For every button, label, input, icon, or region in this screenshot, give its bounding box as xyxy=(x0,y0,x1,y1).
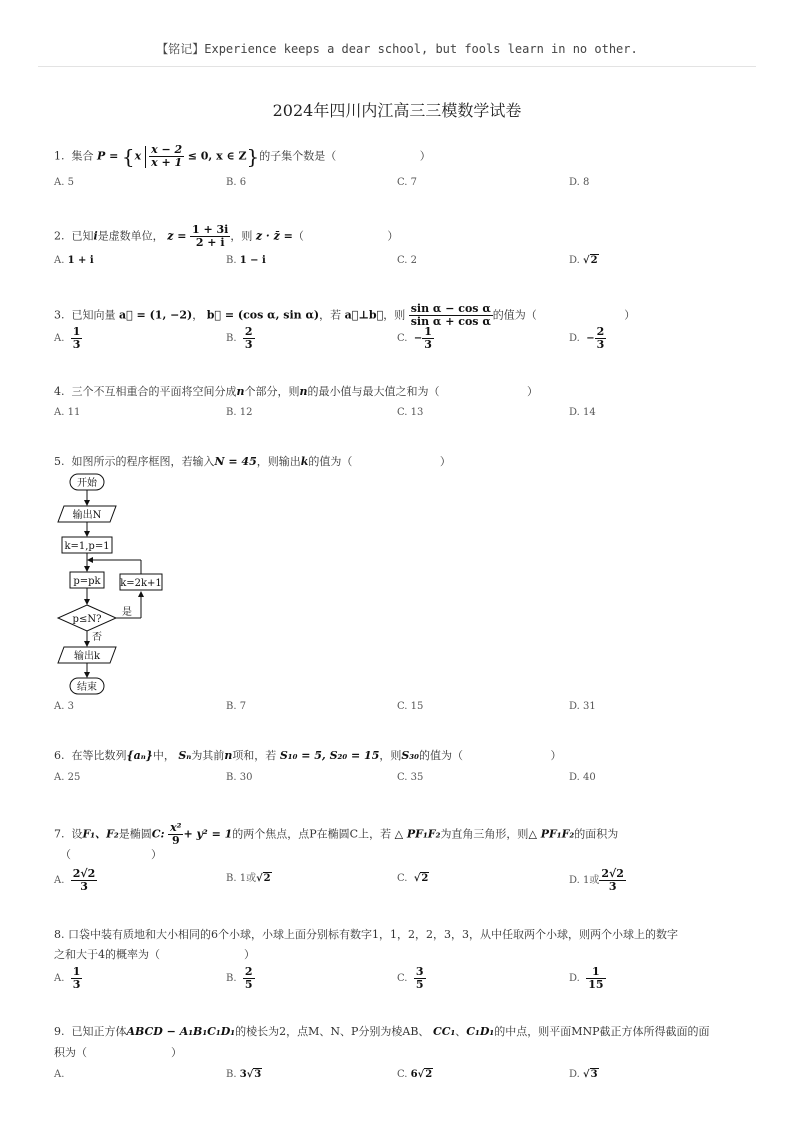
q2-option-b[interactable]: B. 1 − i xyxy=(226,255,266,266)
question-4: 4. 三个不互相重合的平面将空间分成n个部分，则n的最小值与最大值之和为（ ） xyxy=(54,385,538,398)
q1-option-b[interactable]: B. 6 xyxy=(226,177,247,188)
q7-option-b[interactable]: B. 1或√2 xyxy=(226,873,271,884)
question-8-line-2: 之和大于4的概率为（ ） xyxy=(54,948,255,961)
sqrt-icon: √ xyxy=(417,1069,425,1080)
q5-option-a[interactable]: A. 3 xyxy=(54,701,74,712)
q2-option-c[interactable]: C. 2 xyxy=(397,255,418,266)
flow-update-label: k=2k+1 xyxy=(120,578,162,589)
q4-option-b[interactable]: B. 12 xyxy=(226,407,253,418)
q1-option-a[interactable]: A. 5 xyxy=(54,177,74,188)
motto: 【铭记】Experience keeps a dear school, but fools learn in no other. xyxy=(156,42,638,56)
question-9: 9. 已知正方体ABCD − A₁B₁C₁D₁的棱长为2，点M、N、P分别为棱AB、 CC₁、C₁D₁的中点，则平面MNP截正方体所得截面的面 xyxy=(54,1025,710,1038)
sqrt-icon: √ xyxy=(413,873,421,884)
q7-option-d[interactable]: D. 1或 $\frac{2√2}{3}$ xyxy=(569,867,624,893)
flow-end-label: 结束 xyxy=(77,682,97,693)
flow-yes-label: 是 xyxy=(122,607,132,618)
q5-option-d[interactable]: D. 31 xyxy=(569,701,596,712)
q5-option-b[interactable]: B. 7 xyxy=(226,701,247,712)
header-divider xyxy=(38,66,756,67)
q6-option-d[interactable]: D. 40 xyxy=(569,772,596,783)
q1-option-d[interactable]: D. 8 xyxy=(569,177,590,188)
flow-no-label: 否 xyxy=(92,632,102,643)
question-1: 1. 集合 P = {x $\frac{x - 2}{x + 1}$ ≤ 0, x ∈ Z}的子集个数是（ ） xyxy=(54,143,431,169)
q1-option-c[interactable]: C. 7 xyxy=(397,177,418,188)
q6-option-b[interactable]: B. 30 xyxy=(226,772,253,783)
q3-option-d[interactable]: D. − $\frac{2}{3}$ xyxy=(569,325,605,351)
question-3: 3. 已知向量 a⃗ = (1, −2)， b⃗ = (cos α, sin α)，若 a⃗⊥b⃗，则 $\frac{\text{sin α − cos α}}{\text{sin α + cos α}}$ 的值为（ ） xyxy=(54,302,636,328)
q5-option-c[interactable]: C. 15 xyxy=(397,701,424,712)
program-flowchart xyxy=(54,472,174,700)
question-6: 6. 在等比数列{aₙ}中， Sₙ为其前n项和，若 S₁₀ = 5, S₂₀ = 15，则S₃₀的值为（ ） xyxy=(54,749,562,762)
q7-option-c[interactable]: C. √2 xyxy=(397,873,429,884)
q8-option-a[interactable]: A. $\frac{1}{3}$ xyxy=(54,965,81,991)
question-2: 2. 已知i是虚数单位， z = $\frac{1 + 3i}{2 + i}$ ，则 z · z̄ =（ ） xyxy=(54,223,399,249)
flow-step-label: p=pk xyxy=(73,576,101,587)
q3-option-b[interactable]: B. $\frac{2}{3}$ xyxy=(226,325,253,351)
sqrt-icon: √ xyxy=(583,255,590,266)
q9-option-a[interactable]: A. xyxy=(54,1069,65,1080)
question-9-line-2: 积为（ ） xyxy=(54,1046,182,1059)
question-7: 7. 设F₁、F₂是椭圆C: $\frac{\text{x²}}{9}$ + y² = 1的两个焦点，点P在椭圆C上，若 △ PF₁F₂为直角三角形，则△ PF₁F₂的面积为 xyxy=(54,821,619,847)
question-7-line-2: （ ） xyxy=(60,848,162,861)
flow-init-label: k=1,p=1 xyxy=(64,541,110,552)
flow-start-label: 开始 xyxy=(77,478,97,489)
q8-option-b[interactable]: B. $\frac{2}{5}$ xyxy=(226,965,253,991)
flow-output-label: 输出k xyxy=(73,651,101,662)
q4-option-a[interactable]: A. 11 xyxy=(54,407,81,418)
sqrt-icon: √ xyxy=(256,873,263,884)
q9-option-b[interactable]: B. 3√3 xyxy=(226,1069,262,1080)
flow-input-label: 输出N xyxy=(72,510,102,521)
flow-decision-label: p≤N? xyxy=(72,614,102,625)
q6-option-c[interactable]: C. 35 xyxy=(397,772,424,783)
q6-option-a[interactable]: A. 25 xyxy=(54,772,81,783)
question-5: 5. 如图所示的程序框图，若输入N = 45，则输出k的值为（ ） xyxy=(54,455,451,468)
q2-option-a[interactable]: A. 1 + i xyxy=(54,255,94,266)
sqrt-icon: √ xyxy=(583,1069,590,1080)
q3-option-a[interactable]: A. $\frac{1}{3}$ xyxy=(54,325,81,351)
question-8: 8. 口袋中装有质地和大小相同的6个小球，小球上面分别标有数字1，1，2，2，3，3，从中任取两个小球，则两个小球上的数字 xyxy=(54,928,678,941)
q8-option-d[interactable]: D. $\frac{1}{15}$ xyxy=(569,965,604,991)
q4-option-c[interactable]: C. 13 xyxy=(397,407,424,418)
sqrt-icon: √ xyxy=(246,1069,254,1080)
q2-option-d[interactable]: D. √2 xyxy=(569,255,598,266)
q8-option-c[interactable]: C. $\frac{3}{5}$ xyxy=(397,965,424,991)
q9-option-c[interactable]: C. 6√2 xyxy=(397,1069,433,1080)
q9-option-d[interactable]: D. √3 xyxy=(569,1069,598,1080)
q4-option-d[interactable]: D. 14 xyxy=(569,407,596,418)
q7-option-a[interactable]: A. $\frac{2√2}{3}$ xyxy=(54,867,96,893)
q3-option-c[interactable]: C. − $\frac{1}{3}$ xyxy=(397,325,432,351)
page-title: 2024年四川内江高三三模数学试卷 xyxy=(272,101,522,120)
